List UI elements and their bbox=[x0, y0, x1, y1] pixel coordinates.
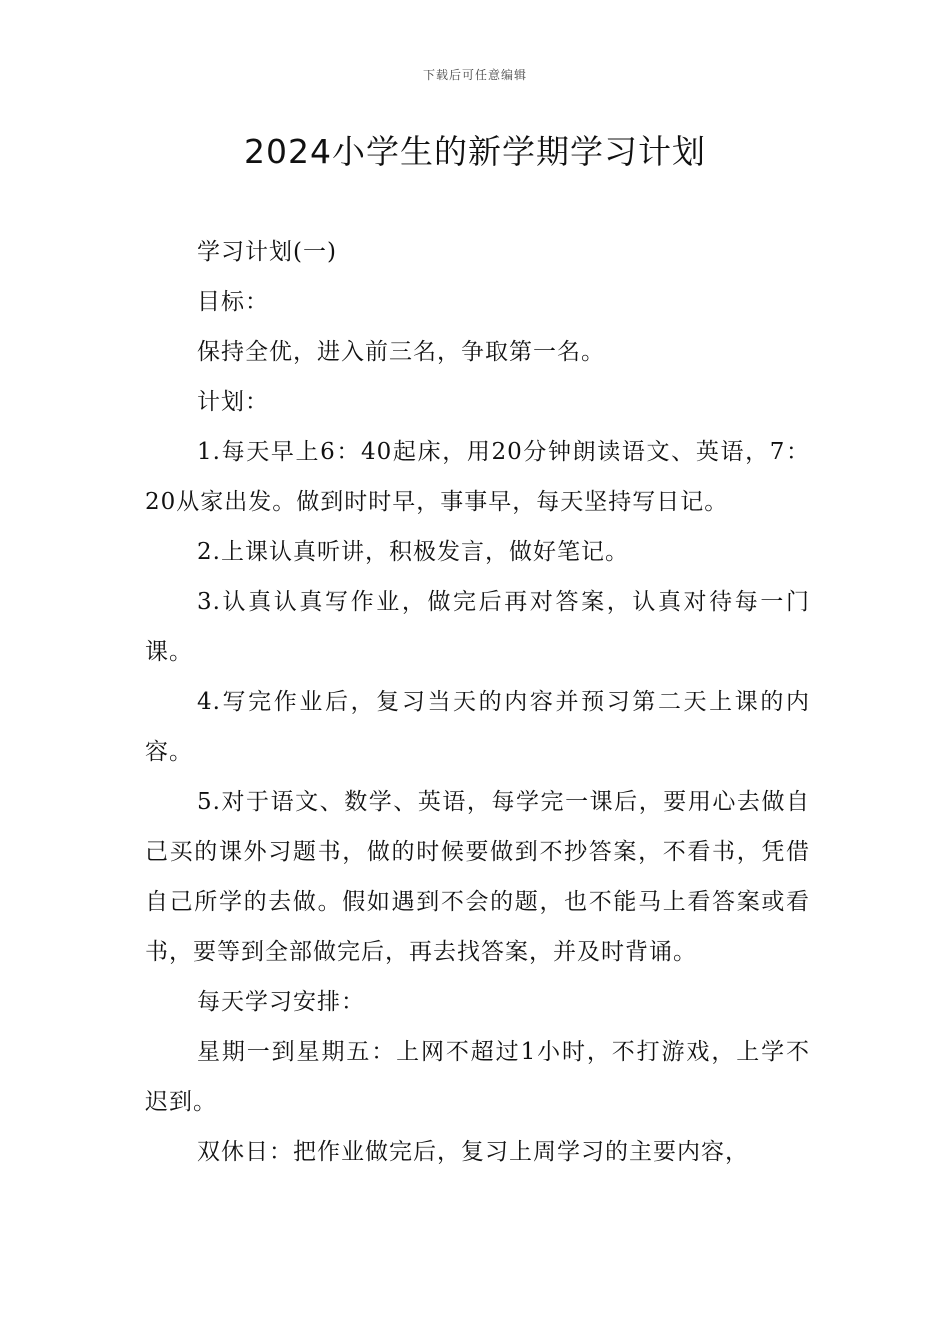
plan-item-5: 5.对于语文、数学、英语，每学完一课后，要用心去做自己买的课外习题书，做的时候要做到不抄答案，不看书，凭借自己所学的去做。假如遇到不会的题，也不能马上看答案或看书，要等到全部做完后，再去找答案，并及时背诵。 bbox=[145, 789, 810, 965]
plan-item-3: 3.认真认真写作业，做完后再对答案，认真对待每一门课。 bbox=[145, 589, 810, 665]
plan-item-2: 2.上课认真听讲，积极发言，做好笔记。 bbox=[197, 539, 629, 565]
page-header-note: 下载后可任意编辑 bbox=[422, 68, 527, 82]
document-title: 2024小学生的新学期学习计划 bbox=[244, 132, 706, 171]
section-heading-plan-one: 学习计划(一) bbox=[197, 239, 337, 265]
goal-label: 目标： bbox=[197, 289, 269, 315]
daily-schedule-label: 每天学习安排： bbox=[197, 989, 365, 1015]
weekday-schedule: 星期一到星期五：上网不超过1小时，不打游戏，上学不迟到。 bbox=[145, 1039, 810, 1115]
goal-text: 保持全优，进入前三名，争取第一名。 bbox=[197, 339, 605, 365]
plan-item-1: 1.每天早上6：40起床，用20分钟朗读语文、英语，7：20从家出发。做到时时早，事事早，每天坚持写日记。 bbox=[145, 439, 810, 515]
document-body bbox=[145, 227, 810, 1177]
plan-label: 计划： bbox=[197, 389, 269, 415]
plan-item-4: 4.写完作业后，复习当天的内容并预习第二天上课的内容。 bbox=[145, 689, 810, 765]
weekend-schedule: 双休日：把作业做完后，复习上周学习的主要内容， bbox=[197, 1139, 749, 1165]
